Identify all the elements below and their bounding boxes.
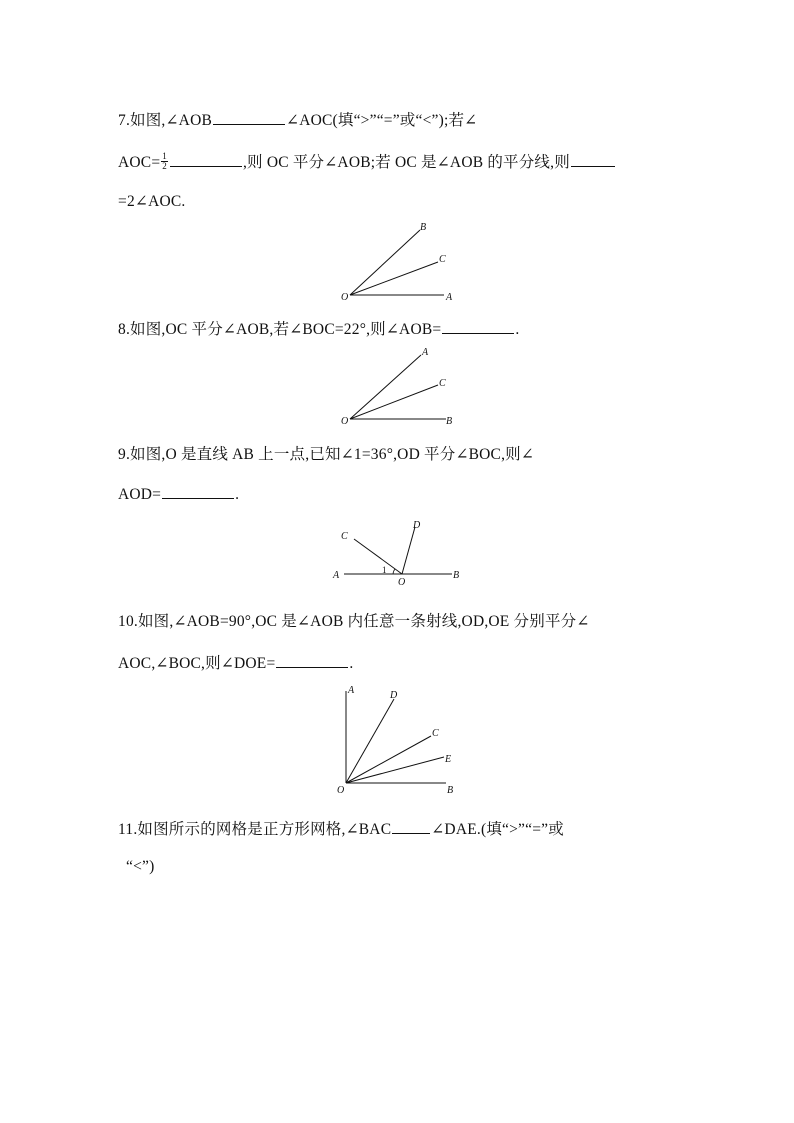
q7-answer-blank-1[interactable] — [213, 110, 285, 125]
q9-line2-suffix: . — [235, 486, 240, 503]
label-o: O — [398, 577, 406, 588]
q10-line-2 — [118, 651, 354, 673]
label-b: B — [446, 416, 453, 427]
q11-line-2 — [126, 858, 154, 876]
q11-line-1 — [118, 817, 564, 839]
label-o: O — [341, 292, 349, 303]
label-b: B — [453, 570, 460, 581]
q8-text-suffix: . — [515, 321, 520, 338]
fraction-denominator: 2 — [162, 160, 167, 171]
label-o: O — [341, 416, 349, 427]
q9-line2-prefix: AOD= — [118, 486, 162, 503]
q8-figure — [338, 343, 458, 427]
label-b: B — [447, 785, 454, 796]
ray-oc — [354, 539, 402, 574]
q9-line-2 — [118, 484, 239, 504]
label-angle-1: 1 — [382, 565, 387, 575]
q10-line2-suffix: . — [349, 655, 354, 672]
ray-oc — [350, 262, 438, 295]
q7-line1-mid: ∠AOC(填“>”“=”或“<”);若∠ — [286, 112, 478, 129]
q7-answer-blank-3[interactable] — [571, 152, 615, 167]
q10-answer-blank[interactable] — [276, 653, 348, 668]
fraction-numerator: 1 — [162, 150, 167, 161]
label-c: C — [432, 728, 439, 739]
label-c: C — [439, 378, 446, 389]
q7-figure — [338, 220, 458, 303]
ray-od — [402, 527, 415, 574]
q10-figure — [336, 683, 466, 798]
q7-line3: =2∠AOC. — [118, 193, 186, 210]
q11-line1-suffix: ∠DAE.(填“>”“=”或 — [431, 821, 564, 838]
ray-od — [346, 699, 394, 783]
q7-line-2 — [118, 150, 616, 172]
ray-ob — [350, 230, 420, 295]
q10-line-1 — [118, 609, 590, 631]
q7-line2-mid: ,则 OC 平分∠AOB;若 OC 是∠AOB 的平分线,则 — [242, 154, 570, 171]
q8-answer-blank[interactable] — [442, 319, 514, 334]
label-c: C — [439, 254, 446, 265]
q11-line2: “<”) — [126, 858, 155, 875]
q8-text-prefix: 8.如图,OC 平分∠AOB,若∠BOC=22°,则∠AOB= — [118, 321, 442, 338]
label-a: A — [446, 292, 453, 303]
label-a: A — [422, 347, 429, 358]
q7-answer-blank-2[interactable] — [170, 152, 242, 167]
q7-line-3 — [118, 192, 185, 211]
q9-line-1 — [118, 442, 534, 464]
q9-line1: 9.如图,O 是直线 AB 上一点,已知∠1=36°,OD 平分∠BOC,则∠ — [118, 446, 535, 463]
q9-figure — [332, 515, 472, 588]
q8-line-1 — [118, 317, 519, 339]
label-c: C — [341, 531, 348, 542]
q11-answer-blank[interactable] — [392, 819, 430, 834]
label-d: D — [390, 690, 398, 701]
label-e: E — [445, 754, 452, 765]
label-a: A — [348, 685, 355, 696]
angle-1-arc — [393, 569, 395, 574]
q7-line1-prefix: 7.如图,∠AOB — [118, 112, 213, 129]
ray-oc — [346, 736, 431, 783]
label-o: O — [337, 785, 345, 796]
q7-line-1 — [118, 108, 477, 130]
q7-line2-prefix: AOC= — [118, 154, 161, 171]
one-half-fraction — [161, 152, 168, 171]
q10-line1: 10.如图,∠AOB=90°,OC 是∠AOB 内任意一条射线,OD,OE 分别平分∠ — [118, 613, 590, 630]
label-a: A — [333, 570, 340, 581]
ray-oc — [350, 385, 438, 419]
q9-answer-blank[interactable] — [162, 484, 234, 499]
q11-line1-prefix: 11.如图所示的网格是正方形网格,∠BAC — [118, 821, 392, 838]
label-b: B — [420, 222, 427, 233]
q10-line2-prefix: AOC,∠BOC,则∠DOE= — [118, 655, 276, 672]
ray-oe — [346, 757, 444, 783]
label-d: D — [413, 520, 421, 531]
ray-oa — [350, 355, 421, 419]
